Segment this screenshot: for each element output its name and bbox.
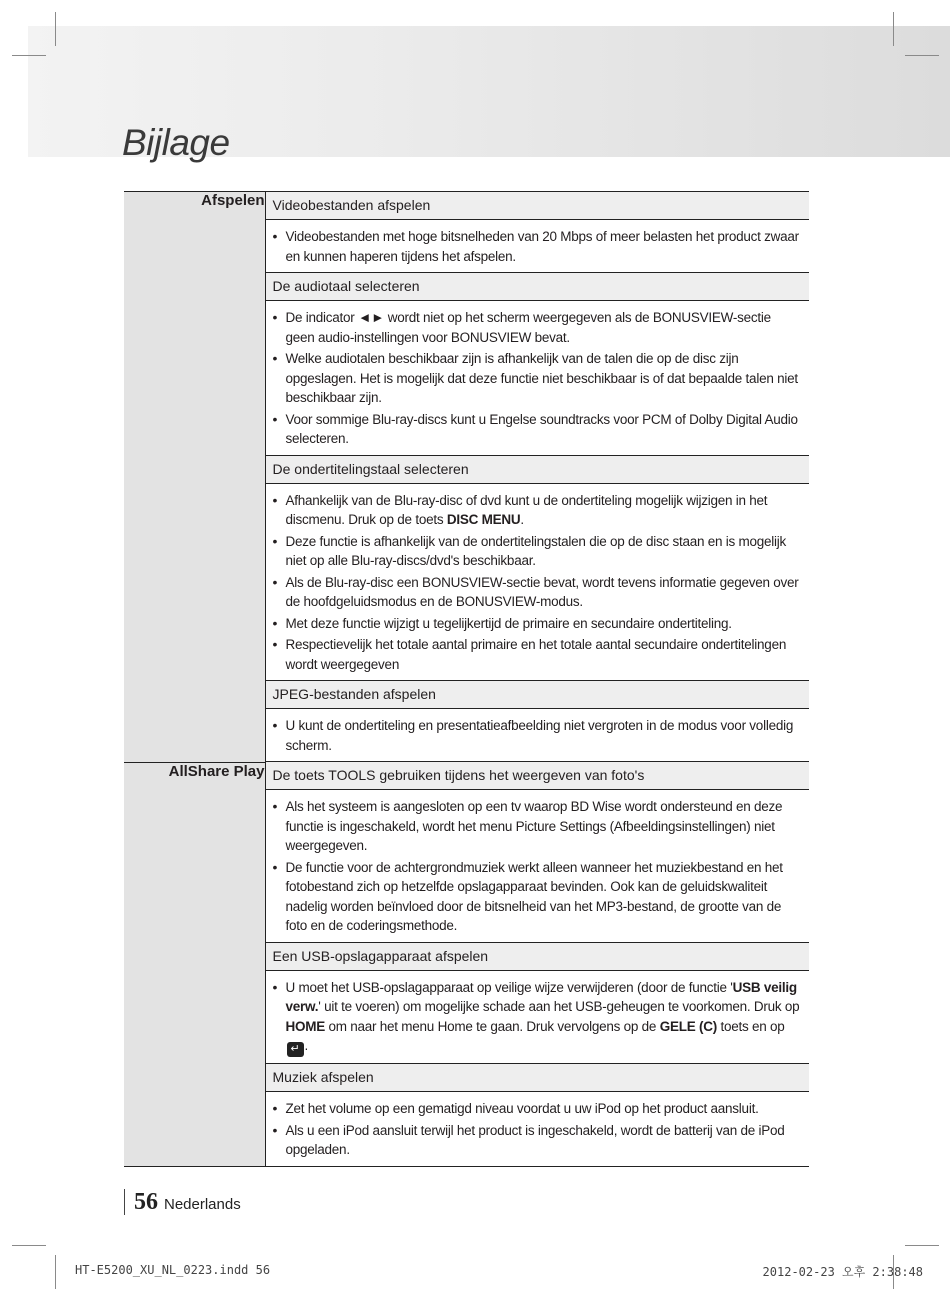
bullet-item: • Respectievelijk het totale aantal primaire en het totale aantal secundaire ondertitelingen wordt weergegeven [273,635,804,674]
category-allshare-play: AllShare Play [124,762,265,1167]
bullet-text: U moet het USB-opslagapparaat op veilige wijze verwijderen (door de functie ' [285,979,733,995]
section-body-music [266,1092,810,1167]
section-heading-usb: Een USB-opslagapparaat afspelen [266,943,810,971]
disc-menu-key-label: DISC MENU [446,512,521,527]
bullet-item: • U kunt de ondertiteling en presentatieafbeelding niet vergroten in de modus voor volledig scherm. [273,716,804,755]
bullet-item: • Voor sommige Blu-ray-discs kunt u Engelse soundtracks voor PCM of Dolby Digital Audio selecteren. [273,410,804,449]
page-language: Nederlands [164,1196,241,1213]
bullet-text: Afhankelijk van de Blu-ray-disc of dvd kunt u de ondertiteling mogelijk wijzigen in het discmenu. Druk op de toets [285,492,768,527]
page-footer [124,1189,241,1215]
crop-mark [12,1245,46,1246]
bullet-item: • De functie voor de achtergrondmuziek werkt alleen wanneer het muziekbestand en het fotobestand zich op hetzelfde opslagapparaat bevinden. Ook kan de geluidskwaliteit nadelig worden beïnvloed door de bitsnelheid van het MP3-bestand, de grootte van de foto en de coderingsmethode. [273,858,804,936]
bullet-text: . [304,1038,309,1053]
crop-mark [12,55,46,56]
bullet-item [273,978,804,1058]
category-afspelen: Afspelen [124,192,265,763]
crop-mark [905,55,939,56]
crop-mark [893,12,894,46]
home-key-label: HOME [285,1018,325,1034]
bullet-item: • Met deze functie wijzigt u tegelijkertijd de primaire en secundaire ondertiteling. [273,614,804,634]
bullet-text: om naar het menu Home te gaan. Druk vervolgens op de [325,1018,660,1034]
bullet-item: • Videobestanden met hoge bitsnelheden van 20 Mbps of meer belasten het product zwaar en kunnen haperen tijdens het afspelen. [273,227,804,266]
section-body-usb [266,971,810,1065]
appendix-table [124,191,809,1167]
section-heading-jpeg: JPEG-bestanden afspelen [266,681,810,709]
bullet-item: • De indicator ◄► wordt niet op het scherm weergegeven als de BONUSVIEW-sectie geen audio-instellingen voor BONUSVIEW bevat. [273,308,804,347]
bullet-item: • Welke audiotalen beschikbaar zijn is afhankelijk van de talen die op de disc zijn opgeslagen. Het is mogelijk dat deze functie niet beschikbaar is of dat bepaalde talen niet beschikbaar zijn. [273,349,804,408]
section-heading-subtitle: De ondertitelingstaal selecteren [266,456,810,484]
bullet-item: • Deze functie is afhankelijk van de ondertitelingstalen die op de disc staan en is mogelijk niet op alle Blu-ray-discs/dvd's beschikbaar. [273,532,804,571]
section-body-audio [266,301,810,456]
page-title: Bijlage [122,122,230,163]
section-body-jpeg [266,709,810,762]
section-heading-tools: De toets TOOLS gebruiken tijdens het weergeven van foto's [266,762,810,790]
page-number: 56 [134,1189,158,1215]
crop-mark [55,1255,56,1289]
bullet-item: • Als de Blu-ray-disc een BONUSVIEW-sectie bevat, wordt tevens informatie gegeven over de hoofdgeluidsmodus en de BONUSVIEW-modus. [273,573,804,612]
section-body-subtitle [266,484,810,682]
bullet-item: • Als het systeem is aangesloten op een tv waarop BD Wise wordt ondersteund en deze functie is ingeschakeld, wordt het menu Picture Settings (Afbeeldingsinstellingen) niet weergegeven. [273,797,804,856]
bullet-item: • Zet het volume op een gematigd niveau voordat u uw iPod op het product aansluit. [273,1099,804,1119]
usb-safe-remove-label: USB veilig verw. [285,979,797,1014]
bullet-item: • Als u een iPod aansluit terwijl het product is ingeschakeld, wordt de batterij van de iPod opgeladen. [273,1121,804,1160]
yellow-key-label: GELE (C) [659,1018,717,1034]
bullet-text: ' uit te voeren) om mogelijke schade aan het USB-geheugen te voorkomen. Druk op [318,999,800,1014]
print-slug-date: 2012-02-23 오후 2:38:48 [762,1265,923,1279]
bullet-item [273,491,804,530]
crop-mark [55,12,56,46]
crop-mark [905,1245,939,1246]
bullet-text: . [520,512,524,527]
section-heading-audio: De audiotaal selecteren [266,273,810,301]
section-heading-video: Videobestanden afspelen [266,192,810,220]
section-body-tools [266,790,810,943]
section-body-video [266,220,810,273]
bullet-text: toets en op [716,1018,785,1034]
section-heading-music: Muziek afspelen [266,1064,810,1092]
return-arrow-icon: ↵ [287,1042,304,1057]
print-slug-file: HT-E5200_XU_NL_0223.indd 56 [75,1263,271,1277]
